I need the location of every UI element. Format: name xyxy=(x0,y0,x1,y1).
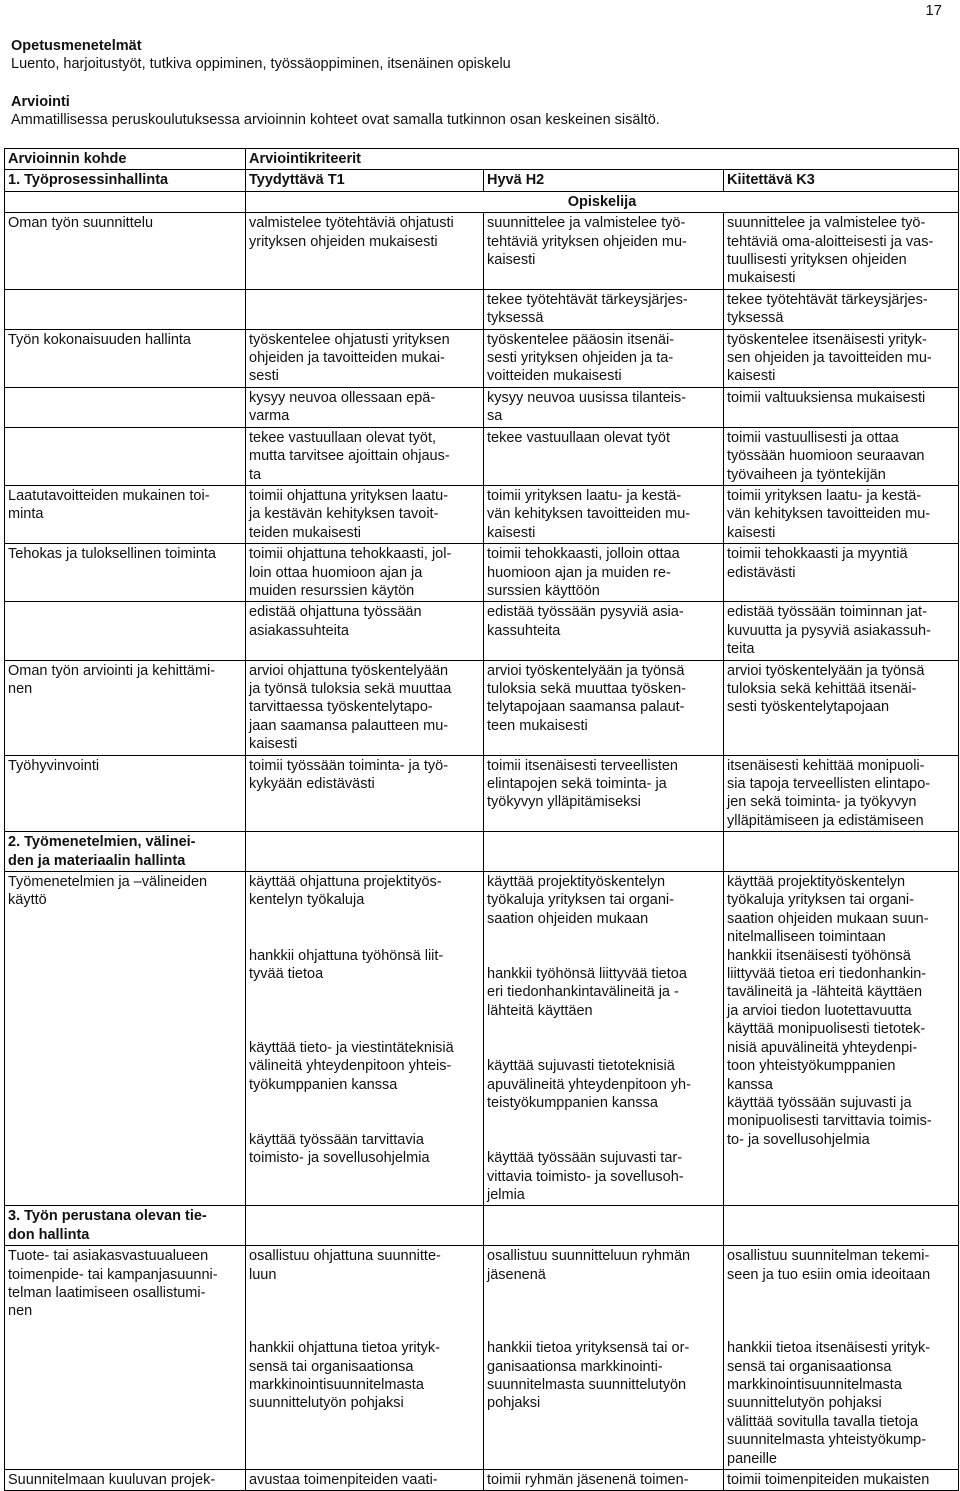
row-label: Oman työn suunnittelu xyxy=(5,213,246,290)
section-3-empty-h2 xyxy=(484,1206,724,1246)
section-2-empty-k3 xyxy=(724,832,959,872)
row-k3: toimii yrityksen laatu- ja kestä- vän kehityksen tavoitteiden mu- kaisesti xyxy=(724,485,959,543)
assessment-block xyxy=(11,93,941,130)
section-3-title: 3. Työn perustana olevan tie- don hallinta xyxy=(5,1206,246,1246)
header-target: Arvioinnin kohde xyxy=(5,149,246,170)
row-t1: tekee vastuullaan olevat työt, mutta tarvitsee ajoittain ohjaus- ta xyxy=(246,427,484,485)
block-2-row xyxy=(5,872,959,1206)
row-t1: toimii ohjattuna tehokkaasti, jol- loin ottaa huomioon ajan ja muiden resurssien käytön xyxy=(246,544,484,602)
row-t1: toimii ohjattuna yrityksen laatu- ja kestävän kehityksen tavoit- teiden mukaisesti xyxy=(246,485,484,543)
last-row-h2: toimii ryhmän jäsenenä toimen- xyxy=(484,1470,724,1491)
row-t1: valmistelee työtehtäviä ohjatusti yrityksen ohjeiden mukaisesti xyxy=(246,213,484,290)
student-row xyxy=(5,191,959,212)
section-3-empty-t1 xyxy=(246,1206,484,1246)
page-number: 17 xyxy=(925,2,942,19)
block-3-row xyxy=(5,1246,959,1470)
table-row xyxy=(5,485,959,543)
section-2-row xyxy=(5,832,959,872)
row-h2: työskentelee pääosin itsenäi- sesti yrityksen ohjeiden ja ta- voitteiden mukaisesti xyxy=(484,329,724,387)
row-t1: toimii työssään toiminta- ja työ- kykyään edistävästi xyxy=(246,755,484,832)
criteria-table xyxy=(4,148,959,1491)
row-h2: toimii itsenäisesti terveellisten elintapojen sekä toiminta- ja työkyvyn ylläpitämiseksi xyxy=(484,755,724,832)
header-criteria: Arviointikriteerit xyxy=(246,149,959,170)
block-3-k3: osallistuu suunnitelman tekemi- seen ja tuo esiin omia ideoitaan hankkii tietoa itsenäisesti yrityk- sensä tai organisaationsa markkinointisuunnitelmasta suunnittelutyön pohjaksi välittää sovitulla tavalla tietoja suunnitelmasta yhteistyökump- paneille xyxy=(724,1246,959,1470)
criteria-table-body xyxy=(5,149,959,1491)
table-header-row xyxy=(5,149,959,170)
section-1-row xyxy=(5,170,959,191)
row-k3: tekee työtehtävät tärkeysjärjes- tyksessä xyxy=(724,289,959,329)
table-row xyxy=(5,660,959,755)
row-t1: työskentelee ohjatusti yrityksen ohjeiden ja tavoitteiden mukai- sesti xyxy=(246,329,484,387)
table-row xyxy=(5,329,959,387)
row-k3: työskentelee itsenäisesti yrityk- sen ohjeiden ja tavoitteiden mu- kaisesti xyxy=(724,329,959,387)
last-row-label: Suunnitelmaan kuuluvan projek- xyxy=(5,1470,246,1491)
grade-k3: Kiitettävä K3 xyxy=(724,170,959,191)
row-h2: toimii tehokkaasti, jolloin ottaa huomioon ajan ja muiden re- surssien käyttöön xyxy=(484,544,724,602)
block-2-k3: käyttää projektityöskentelyn työkaluja yrityksen tai organi- saation ohjeiden mukaan suun- nitelmalliseen toimintaan hankkii itsenäisesti työhönsä liittyvää tietoa eri tiedonhankin- tavälineitä ja -lähteitä käyttäen ja arvioi tiedon luotettavuutta käyttää monipuolisesti tietotek- nisiä apuvälineitä yhteydenpi- toon yhteistyökumppanien kanssa käyttää työssään sujuvasti ja monipuolisesti tarvittavia toimis- to- ja sovellusohjelmia xyxy=(724,872,959,1206)
section-1-title: 1. Työprosessinhallinta xyxy=(5,170,246,191)
row-h2: edistää työssään pysyviä asia- kassuhteita xyxy=(484,602,724,660)
last-row xyxy=(5,1470,959,1491)
row-label xyxy=(5,602,246,660)
assessment-heading: Arviointi xyxy=(11,93,70,110)
block-2-t1: käyttää ohjattuna projektityös- kentelyn työkaluja hankkii ohjattuna työhönsä liit- tyvää tietoa käyttää tieto- ja viestintäteknisiä välineitä yhteydenpitoon yhteis- työkumppanien kanssa käyttää työssään tarvittavia toimisto- ja sovellusohjelmia xyxy=(246,872,484,1206)
row-h2: toimii yrityksen laatu- ja kestä- vän kehityksen tavoitteiden mu- kaisesti xyxy=(484,485,724,543)
last-row-k3: toimii toimenpiteiden mukaisten xyxy=(724,1470,959,1491)
grade-h2: Hyvä H2 xyxy=(484,170,724,191)
methods-text: Luento, harjoitustyöt, tutkiva oppiminen, työssäoppiminen, itsenäinen opiskelu xyxy=(11,56,511,73)
block-3-h2: osallistuu suunnitteluun ryhmän jäsenenä hankkii tietoa yrityksensä tai or- ganisaationsa markkinointi- suunnitelmasta suunnittelutyön pohjaksi xyxy=(484,1246,724,1470)
row-h2: kysyy neuvoa uusissa tilanteis- sa xyxy=(484,387,724,427)
table-row xyxy=(5,213,959,290)
block-2-label: Työmenetelmien ja –välineiden käyttö xyxy=(5,872,246,1206)
table-row xyxy=(5,427,959,485)
block-3-label: Tuote- tai asiakasvastuualueen toimenpide- tai kampanjasuunni- telman laatimiseen osallistumi- nen xyxy=(5,1246,246,1470)
row-label xyxy=(5,427,246,485)
table-row xyxy=(5,544,959,602)
row-label: Oman työn arviointi ja kehittämi- nen xyxy=(5,660,246,755)
row-h2: tekee työtehtävät tärkeysjärjes- tyksessä xyxy=(484,289,724,329)
methods-block xyxy=(11,37,941,74)
block-3-t1: osallistuu ohjattuna suunnitte- luun hankkii ohjattuna tietoa yrityk- sensä tai organisaationsa markkinointisuunnitelmasta suunnittelutyön pohjaksi xyxy=(246,1246,484,1470)
table-row xyxy=(5,289,959,329)
section-3-empty-k3 xyxy=(724,1206,959,1246)
row-k3: arvioi työskentelyään ja työnsä tuloksia sekä kehittää itsenäi- sesti työskentelytapojaan xyxy=(724,660,959,755)
methods-heading: Opetusmenetelmät xyxy=(11,38,142,54)
row-t1 xyxy=(246,289,484,329)
grade-t1: Tyydyttävä T1 xyxy=(246,170,484,191)
row-t1: edistää ohjattuna työssään asiakassuhteita xyxy=(246,602,484,660)
intro xyxy=(11,37,941,149)
student-label: Opiskelija xyxy=(246,191,959,212)
row-k3: itsenäisesti kehittää monipuoli- sia tapoja terveellisten elintapo- jen sekä toiminta- ja työkyvyn ylläpitämiseen ja edistämiseen xyxy=(724,755,959,832)
last-row-t1: avustaa toimenpiteiden vaati- xyxy=(246,1470,484,1491)
assessment-text: Ammatillisessa peruskoulutuksessa arvioinnin kohteet ovat samalla tutkinnon osan keskeinen sisältö. xyxy=(11,112,660,129)
row-k3: toimii tehokkaasti ja myyntiä edistävästi xyxy=(724,544,959,602)
table-row xyxy=(5,387,959,427)
row-h2: arvioi työskentelyään ja työnsä tuloksia sekä muuttaa työsken- telytapojaan saamansa palaut- teen mukaisesti xyxy=(484,660,724,755)
row-h2: suunnittelee ja valmistelee työ- tehtäviä yrityksen ohjeiden mu- kaisesti xyxy=(484,213,724,290)
row-label: Tehokas ja tuloksellinen toiminta xyxy=(5,544,246,602)
section-2-empty-t1 xyxy=(246,832,484,872)
block-2-h2: käyttää projektityöskentelyn työkaluja yrityksen tai organi- saation ohjeiden mukaan hankkii työhönsä liittyvää tietoa eri tiedonhankintavälineitä ja - lähteitä käyttäen käyttää sujuvasti tietoteknisiä apuvälineitä yhteydenpitoon yh- teistyökumppanien kanssa käyttää työssään sujuvasti tar- vittavia toimisto- ja sovellusoh- jelmia xyxy=(484,872,724,1206)
row-label xyxy=(5,387,246,427)
row-label xyxy=(5,289,246,329)
row-label: Työhyvinvointi xyxy=(5,755,246,832)
row-k3: toimii vastuullisesti ja ottaa työssään huomioon seuraavan työvaiheen ja työntekijän xyxy=(724,427,959,485)
row-k3: edistää työssään toiminnan jat- kuvuutta ja pysyviä asiakassuh- teita xyxy=(724,602,959,660)
row-label: Laatutavoitteiden mukainen toi- minta xyxy=(5,485,246,543)
table-row xyxy=(5,755,959,832)
row-k3: toimii valtuuksiensa mukaisesti xyxy=(724,387,959,427)
section-3-row xyxy=(5,1206,959,1246)
row-t1: arvioi ohjattuna työskentelyään ja työnsä tuloksia sekä muuttaa tarvittaessa työskentelytapo- jaan saamansa palautteen mu- kaisesti xyxy=(246,660,484,755)
student-empty-cell xyxy=(5,191,246,212)
section-2-empty-h2 xyxy=(484,832,724,872)
row-k3: suunnittelee ja valmistelee työ- tehtäviä oma-aloitteisesti ja vas- tuullisesti yrityksen ohjeiden mukaisesti xyxy=(724,213,959,290)
section-2-title: 2. Työmenetelmien, välinei- den ja materiaalin hallinta xyxy=(5,832,246,872)
table-row xyxy=(5,602,959,660)
row-t1: kysyy neuvoa ollessaan epä- varma xyxy=(246,387,484,427)
row-label: Työn kokonaisuuden hallinta xyxy=(5,329,246,387)
row-h2: tekee vastuullaan olevat työt xyxy=(484,427,724,485)
